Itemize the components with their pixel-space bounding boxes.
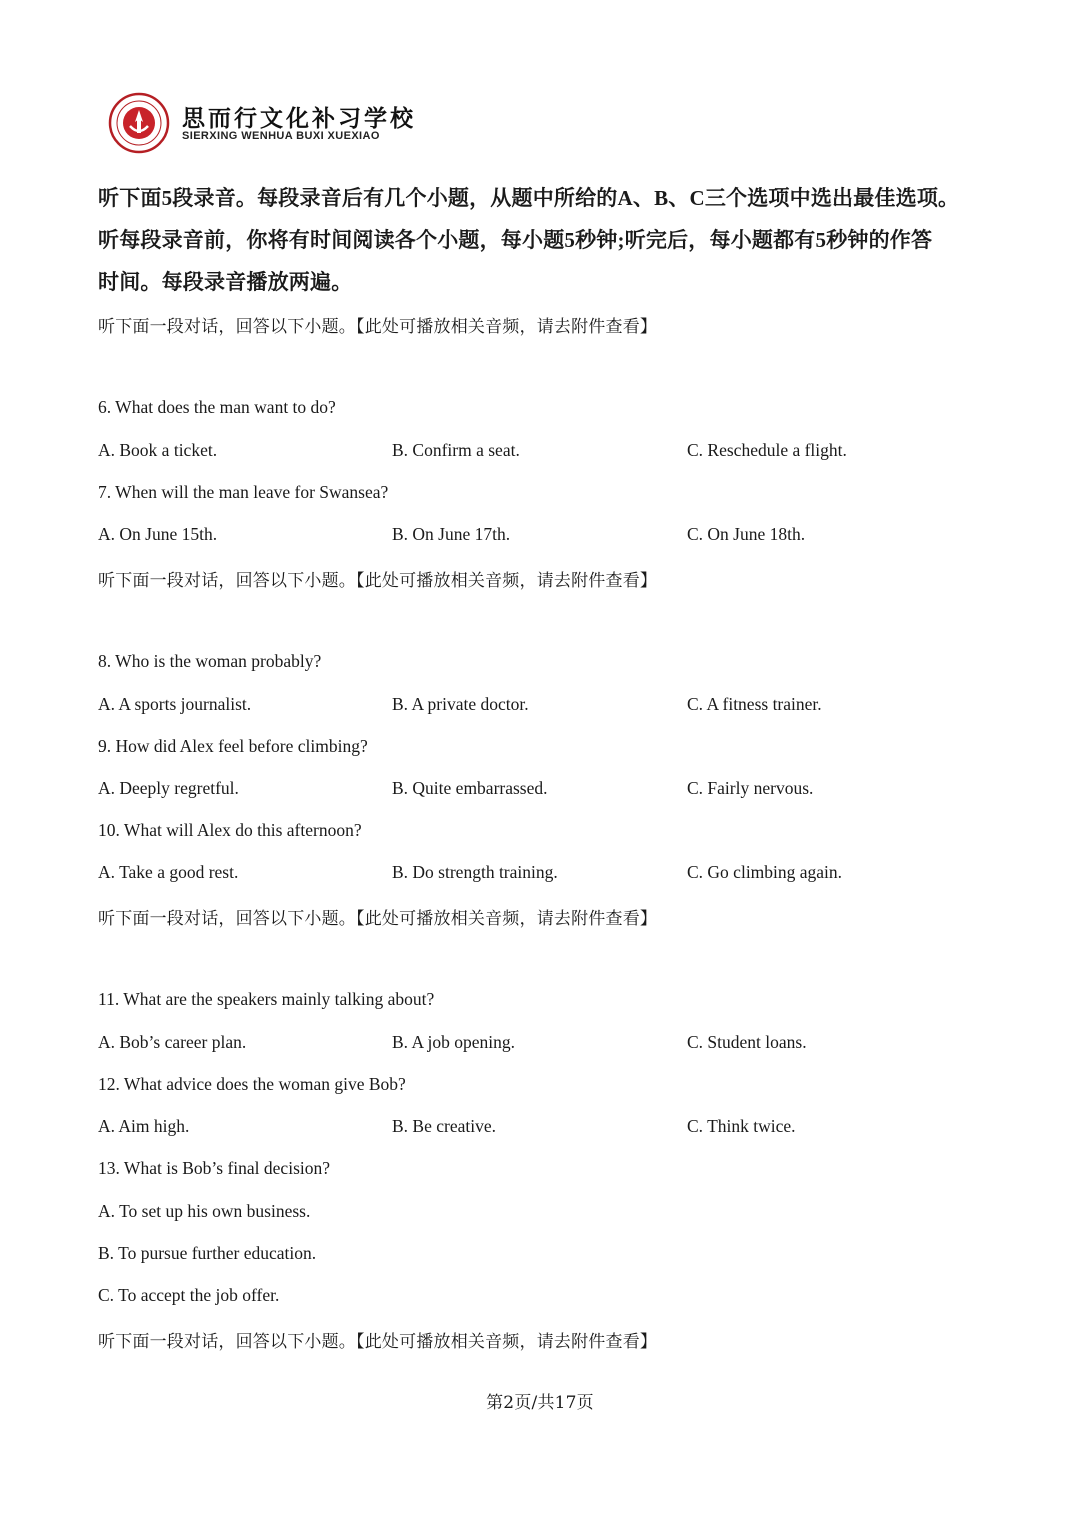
option-b: B. Be creative. bbox=[392, 1116, 496, 1136]
question-stem: 10. What will Alex do this afternoon? bbox=[98, 820, 362, 840]
option-a: A. Book a ticket. bbox=[98, 440, 218, 460]
question-stem: 12. What advice does the woman give Bob? bbox=[98, 1074, 406, 1094]
school-name-en: SIERXING WENHUA BUXI XUEXIAO bbox=[182, 130, 380, 142]
option-a: A. Take a good rest. bbox=[98, 862, 239, 882]
option-b: B. A job opening. bbox=[392, 1032, 515, 1052]
page-number: 第2页/共17页 bbox=[486, 1393, 594, 1413]
instruction-line: 听每段录音前，你将有时间阅读各个小题，每小题5秒钟;听完后，每小题都有5秒钟的作答 bbox=[98, 228, 933, 252]
question-stem: 11. What are the speakers mainly talking about? bbox=[98, 989, 435, 1009]
option-b: B. Quite embarrassed. bbox=[392, 778, 548, 798]
option-a: A. On June 15th. bbox=[98, 524, 218, 544]
question-stem: 8. Who is the woman probably? bbox=[98, 651, 322, 671]
option-b: B. To pursue further education. bbox=[98, 1243, 317, 1263]
option-a: A. Bob’s career plan. bbox=[98, 1032, 247, 1052]
option-c: C. Go climbing again. bbox=[687, 862, 843, 882]
option-a: A. Aim high. bbox=[98, 1116, 190, 1136]
option-c: C. To accept the job offer. bbox=[98, 1285, 280, 1305]
school-header bbox=[108, 92, 416, 154]
option-c: C. Student loans. bbox=[687, 1032, 807, 1052]
option-a: A. A sports journalist. bbox=[98, 694, 252, 714]
question-stem: 7. When will the man leave for Swansea? bbox=[98, 482, 389, 502]
instruction-line: 时间。每段录音播放两遍。 bbox=[98, 270, 353, 294]
question-stem: 6. What does the man want to do? bbox=[98, 397, 336, 417]
audio-note: 听下面一段对话，回答以下小题。【此处可播放相关音频，请去附件查看】 bbox=[98, 909, 658, 929]
option-b: B. A private doctor. bbox=[392, 694, 529, 714]
school-seal-logo bbox=[108, 92, 170, 154]
question-stem: 9. How did Alex feel before climbing? bbox=[98, 736, 368, 756]
option-c: C. A fitness trainer. bbox=[687, 694, 822, 714]
option-a: A. Deeply regretful. bbox=[98, 778, 239, 798]
option-c: C. Reschedule a flight. bbox=[687, 440, 847, 460]
school-name-cn: 思而行文化补习学校 bbox=[182, 106, 416, 132]
question-stem: 13. What is Bob’s final decision? bbox=[98, 1158, 331, 1178]
option-b: B. On June 17th. bbox=[392, 524, 511, 544]
option-c: C. Fairly nervous. bbox=[687, 778, 814, 798]
instruction-line: 听下面5段录音。每段录音后有几个小题，从题中所给的A、B、C三个选项中选出最佳选项。 bbox=[98, 186, 960, 210]
audio-note: 听下面一段对话，回答以下小题。【此处可播放相关音频，请去附件查看】 bbox=[98, 571, 658, 591]
option-c: C. Think twice. bbox=[687, 1116, 796, 1136]
option-b: B. Confirm a seat. bbox=[392, 440, 520, 460]
audio-note: 听下面一段对话，回答以下小题。【此处可播放相关音频，请去附件查看】 bbox=[98, 1332, 658, 1352]
audio-note: 听下面一段对话，回答以下小题。【此处可播放相关音频，请去附件查看】 bbox=[98, 317, 658, 337]
option-a: A. To set up his own business. bbox=[98, 1201, 311, 1221]
option-b: B. Do strength training. bbox=[392, 862, 558, 882]
option-c: C. On June 18th. bbox=[687, 524, 806, 544]
